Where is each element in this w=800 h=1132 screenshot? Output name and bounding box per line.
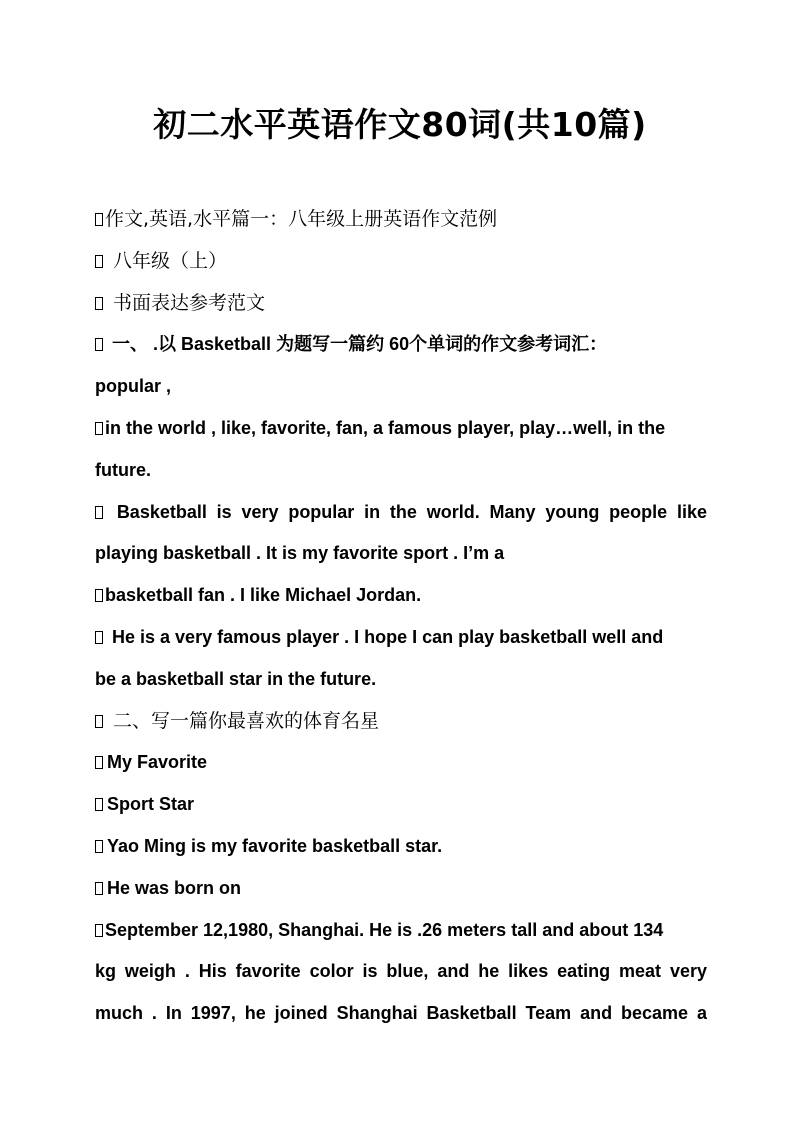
text-line: future.: [95, 459, 151, 480]
missing-glyph-icon: [95, 715, 103, 728]
missing-glyph-icon: [95, 297, 103, 310]
text-line: 作文,英语,水平篇一：八年级上册英语作文范例: [95, 199, 707, 241]
text-line: 二、写一篇你最喜欢的体育名星: [95, 701, 707, 743]
text-line: Yao Ming is my favorite basketball star.: [95, 826, 707, 868]
text-line: basketball fan . I like Michael Jordan.: [95, 575, 707, 617]
missing-glyph-icon: [95, 506, 103, 519]
text-line: He is a very famous player . I hope I can play basketball well and: [95, 617, 707, 659]
text-line: in the world , like, favorite, fan, a famous player, play…well, in the: [95, 408, 707, 450]
text-line: popular ,: [95, 376, 171, 397]
missing-glyph-icon: [95, 840, 103, 853]
missing-glyph-icon: [95, 422, 103, 435]
missing-glyph-icon: [95, 798, 103, 811]
missing-glyph-icon: [95, 882, 103, 895]
text-line: Basketball is very popular in the world. Many young people like: [95, 492, 707, 534]
text-line: much . In 1997, he joined Shanghai Basketball Team and became a: [95, 1003, 707, 1024]
missing-glyph-icon: [95, 255, 103, 268]
text-line: September 12,1980, Shanghai. He is .26 meters tall and about 134: [95, 910, 707, 952]
text-line: My Favorite: [95, 742, 707, 784]
text-line: be a basketball star in the future.: [95, 668, 377, 689]
document-title: 初二水平英语作文80词(共10篇): [153, 105, 647, 144]
missing-glyph-icon: [95, 631, 103, 644]
missing-glyph-icon: [95, 589, 103, 602]
missing-glyph-icon: [95, 338, 103, 351]
missing-glyph-icon: [95, 756, 103, 769]
text-line: playing basketball . It is my favorite sport . I’m a: [95, 543, 505, 564]
text-line: kg weigh . His favorite color is blue, and he likes eating meat very: [95, 961, 707, 982]
missing-glyph-icon: [95, 924, 103, 937]
text-line: 八年级（上）: [95, 241, 707, 283]
text-line: 一、 .以 Basketball 为题写一篇约 60个单词的作文参考词汇：: [95, 324, 707, 366]
document-body: [95, 199, 707, 1035]
text-line: Sport Star: [95, 784, 707, 826]
missing-glyph-icon: [95, 213, 103, 226]
text-line: He was born on: [95, 868, 707, 910]
text-line: 书面表达参考范文: [95, 283, 707, 325]
